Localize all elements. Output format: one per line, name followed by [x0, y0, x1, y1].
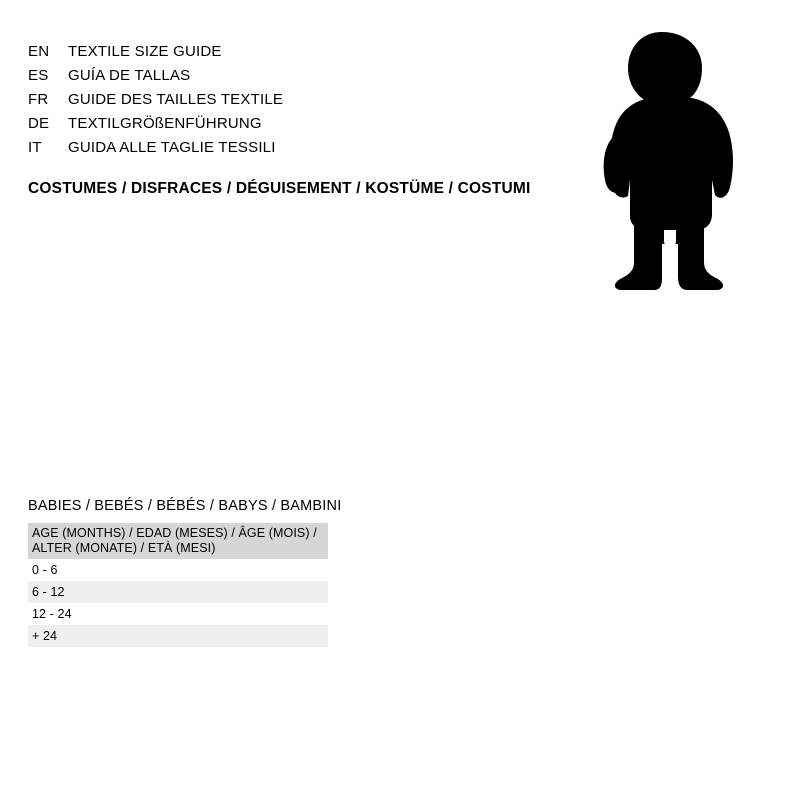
size-table-section — [28, 498, 342, 647]
category-heading: COSTUMES / DISFRACES / DÉGUISEMENT / KOSTÜME / COSTUMI — [28, 180, 531, 197]
language-row — [28, 136, 448, 160]
table-cell-age: 0 - 6 — [28, 559, 328, 581]
language-code: IT — [28, 139, 42, 156]
language-title: GUÍA DE TALLAS — [68, 67, 191, 84]
table-caption: BABIES / BEBÉS / BÉBÉS / BABYS / BAMBINI — [28, 498, 342, 514]
language-code: FR — [28, 91, 49, 108]
table-row — [28, 625, 328, 647]
language-title: TEXTILGRÖßENFÜHRUNG — [68, 115, 262, 132]
language-row — [28, 112, 448, 136]
language-title: TEXTILE SIZE GUIDE — [68, 43, 222, 60]
language-row — [28, 40, 448, 64]
language-title: GUIDA ALLE TAGLIE TESSILI — [68, 139, 276, 156]
language-code: DE — [28, 115, 50, 132]
language-code: ES — [28, 67, 49, 84]
language-code: EN — [28, 43, 50, 60]
table-cell-age: 6 - 12 — [28, 581, 328, 603]
table-header-row — [28, 523, 328, 559]
language-row — [28, 64, 448, 88]
table-header-cell: AGE (MONTHS) / EDAD (MESES) / ÂGE (MOIS) / ALTER (MONATE) / ETÀ (MESI) — [28, 523, 328, 559]
language-row — [28, 88, 448, 112]
table-cell-age: 12 - 24 — [28, 603, 328, 625]
table-row — [28, 559, 328, 581]
size-table — [28, 523, 328, 647]
table-row — [28, 581, 328, 603]
table-cell-age: + 24 — [28, 625, 328, 647]
table-row — [28, 603, 328, 625]
language-title: GUIDE DES TAILLES TEXTILE — [68, 91, 284, 108]
language-title-block — [28, 40, 448, 160]
toddler-silhouette-icon — [578, 30, 758, 295]
